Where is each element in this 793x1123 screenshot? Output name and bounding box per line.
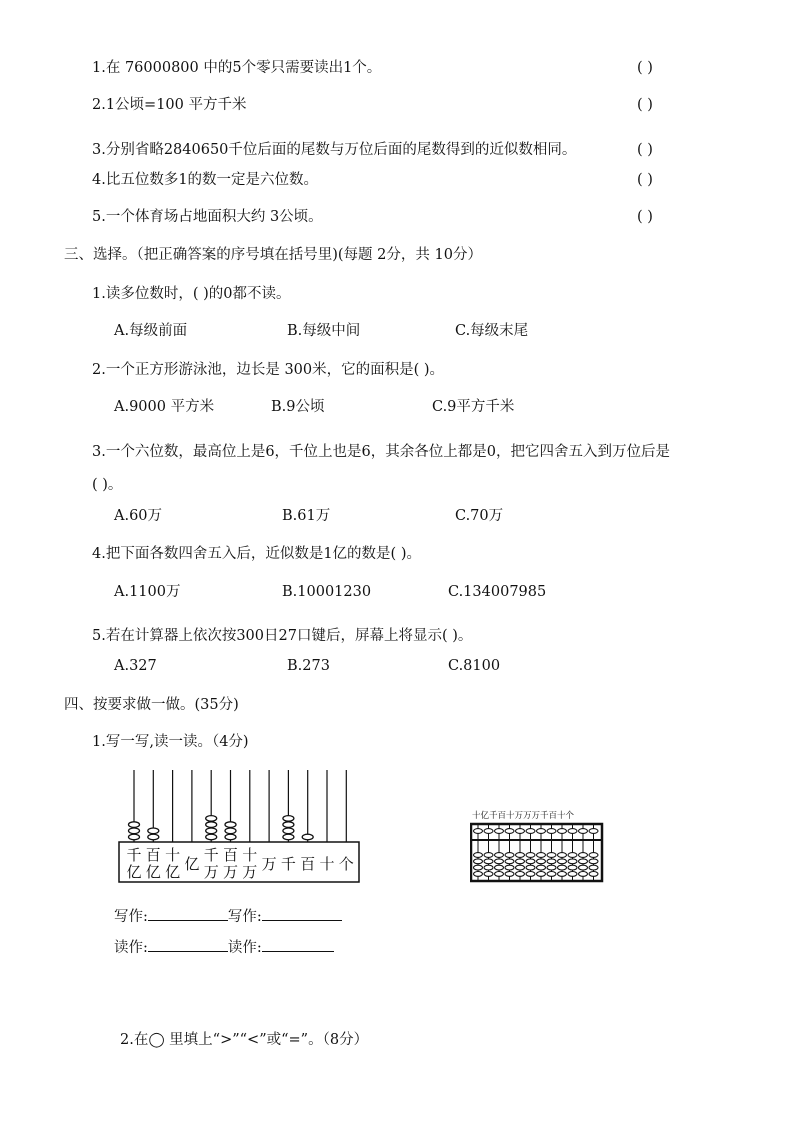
abacus-small-bead (589, 859, 598, 864)
abacus-large-place-label: 百 (300, 855, 316, 873)
choice-2-option-c[interactable]: C.9平方千米 (432, 399, 515, 415)
abacus-small-bead (589, 829, 598, 834)
choice-4-option-c[interactable]: C.134007985 (448, 584, 547, 600)
abacus-small-bead (568, 829, 577, 834)
abacus-small-bead (484, 829, 493, 834)
read-row (114, 937, 334, 957)
abacus-small-bead (558, 853, 567, 858)
abacus-small-labels: 十亿千百十万万万千百十个 (472, 811, 575, 821)
abacus-small-bead (558, 859, 567, 864)
abacus-small-bead (537, 859, 546, 864)
abacus-small-bead (484, 853, 493, 858)
choice-question-2: 2.一个正方形游泳池，边长是 300米，它的面积是( )。 (92, 362, 445, 378)
abacus-large-bead (225, 834, 236, 840)
abacus-small-bead (568, 853, 577, 858)
abacus-small-bead (537, 872, 546, 877)
choice-question-5: 5.若在计算器上依次按300日27口键后，屏幕上将显示( )。 (92, 628, 473, 644)
judge-item-4: 4.比五位数多1的数一定是六位数。 (92, 172, 319, 188)
judge-answer-paren-5[interactable]: ( ) (637, 209, 653, 225)
write-label-1: 写作: (114, 909, 148, 925)
abacus-small-bead (505, 859, 514, 864)
abacus-large-bead (225, 828, 236, 834)
abacus-small-bead (589, 853, 598, 858)
abacus-small-bead (495, 859, 504, 864)
choice-2-option-b[interactable]: B.9公顷 (271, 399, 325, 415)
abacus-small-bead (474, 853, 483, 858)
abacus-small-bead (579, 829, 588, 834)
abacus-small-bead (589, 872, 598, 877)
abacus-small-bead (474, 859, 483, 864)
choice-3-option-c[interactable]: C.70万 (455, 508, 504, 524)
abacus-large-place-label-sub: 亿 (126, 863, 142, 881)
abacus-large-place-label-sub: 亿 (145, 863, 161, 881)
abacus-large-bead (129, 822, 140, 828)
read-label-2: 读作: (227, 940, 262, 956)
abacus-small-bead (516, 865, 525, 870)
abacus-small-bead (484, 859, 493, 864)
abacus-small-bead (547, 872, 556, 877)
abacus-small-bead (474, 829, 483, 834)
abacus-small-bead (579, 872, 588, 877)
abacus-small-bead (505, 829, 514, 834)
write-answer-blank-1[interactable] (148, 906, 228, 921)
abacus-small-bead (505, 853, 514, 858)
choice-5-option-c[interactable]: C.8100 (448, 658, 501, 674)
choice-3-option-a[interactable]: A.60万 (114, 508, 163, 524)
section-4-question-1: 1.写一写,读一读。（4分) (92, 734, 249, 750)
abacus-small-bead (474, 872, 483, 877)
judge-item-3: 3.分别省略2840650千位后面的尾数与万位后面的尾数得到的近似数相同。 (92, 142, 577, 158)
abacus-large-place-label: 万 (261, 855, 277, 873)
abacus-large-place-label: 十 (319, 855, 335, 873)
abacus-small-bead (516, 859, 525, 864)
abacus-large-place-label-sub: 万 (203, 863, 219, 881)
judge-item-2: 2.1公顷=100 平方千米 (92, 97, 247, 113)
write-label-2: 写作: (227, 909, 262, 925)
abacus-small-bead (568, 859, 577, 864)
read-label-1: 读作: (114, 940, 148, 956)
abacus-small-bead (526, 859, 535, 864)
abacus-small-bead (516, 872, 525, 877)
abacus-small-bead (558, 829, 567, 834)
abacus-large-bead (206, 822, 217, 828)
abacus-large-bead (148, 834, 159, 840)
abacus-large-bead (283, 816, 294, 822)
choice-2-option-a[interactable]: A.9000 平方米 (114, 399, 215, 415)
write-row (114, 906, 342, 926)
choice-1-option-b[interactable]: B.每级中间 (287, 323, 361, 339)
abacus-large-bead (302, 834, 313, 840)
choice-question-1: 1.读多位数时，( )的0都不读。 (92, 286, 291, 302)
abacus-small-bead (579, 859, 588, 864)
judge-answer-paren-1[interactable]: ( ) (637, 60, 653, 76)
abacus-large-bead (129, 828, 140, 834)
abacus-small-bead (495, 872, 504, 877)
choice-question-3-paren: ( )。 (92, 477, 123, 493)
abacus-large-place-label-sub: 亿 (165, 863, 181, 881)
abacus-large-bead (206, 816, 217, 822)
abacus-large-place-label: 亿 (184, 855, 200, 873)
write-answer-blank-2[interactable] (262, 906, 342, 921)
section-4-title: 四、按要求做一做。(35分) (64, 697, 239, 713)
judge-answer-paren-3[interactable]: ( ) (637, 142, 653, 158)
abacus-large-bead (148, 828, 159, 834)
choice-3-option-b[interactable]: B.61万 (282, 508, 331, 524)
abacus-small-bead (505, 872, 514, 877)
abacus-small-bead (558, 865, 567, 870)
judge-item-1: 1.在 76000800 中的5个零只需要读出1个。 (92, 60, 382, 76)
abacus-large-bead (283, 822, 294, 828)
judge-answer-paren-2[interactable]: ( ) (637, 97, 653, 113)
abacus-large-place-label: 百 (222, 846, 239, 864)
abacus-small-bead (484, 872, 493, 877)
abacus-small-bead (516, 829, 525, 834)
abacus-small-bead (547, 859, 556, 864)
abacus-small-bead (579, 865, 588, 870)
abacus-large-place-label: 千 (126, 846, 142, 864)
abacus-small-bead (526, 865, 535, 870)
abacus-small-bead (495, 865, 504, 870)
abacus-small-bead (547, 865, 556, 870)
abacus-small-bead (526, 829, 535, 834)
abacus-small-bead (547, 853, 556, 858)
choice-1-option-a[interactable]: A.每级前面 (114, 323, 188, 339)
abacus-large-bead (225, 822, 236, 828)
abacus-small-bead (579, 853, 588, 858)
abacus-large-place-label: 百 (145, 846, 161, 864)
abacus-large-bead (206, 828, 217, 834)
abacus-small-bead (537, 865, 546, 870)
abacus-small (470, 800, 604, 884)
abacus-small-bead (516, 853, 525, 858)
section-3-title: 三、选择。（把正确答案的序号填在括号里)(每题 2分，共 10分） (64, 247, 482, 263)
abacus-large-bead (283, 828, 294, 834)
abacus-small-bead (526, 872, 535, 877)
choice-4-option-a[interactable]: A.1100万 (114, 584, 181, 600)
judge-item-5: 5.一个体育场占地面积大约 3公顷。 (92, 209, 323, 225)
abacus-small-bead (547, 829, 556, 834)
section-4-question-2: 2.在◯ 里填上“>”“<”或“=”。（8分） (120, 1032, 369, 1048)
abacus-large-place-label: 十 (165, 846, 181, 864)
abacus-large-place-label-sub: 万 (242, 863, 258, 881)
abacus-small-bead (505, 865, 514, 870)
abacus-large-bead (129, 834, 140, 840)
read-answer-blank-1[interactable] (148, 937, 228, 952)
abacus-large-place-label: 十 (242, 846, 258, 864)
abacus-small-bead (537, 853, 546, 858)
abacus-large-bead (206, 834, 217, 840)
choice-5-option-a[interactable]: A.327 (114, 658, 157, 674)
abacus-small-bead (495, 829, 504, 834)
abacus-small-bead (558, 872, 567, 877)
abacus-large-bead (283, 834, 294, 840)
choice-5-option-b[interactable]: B.273 (287, 658, 330, 674)
abacus-small-bead (526, 853, 535, 858)
choice-question-4: 4.把下面各数四舍五入后，近似数是1亿的数是( )。 (92, 546, 421, 562)
abacus-small-bead (495, 853, 504, 858)
abacus-large-place-label: 千 (280, 855, 296, 873)
abacus-large-place-label: 千 (203, 846, 219, 864)
choice-4-option-b[interactable]: B.10001230 (282, 584, 372, 600)
abacus-small-bead (568, 865, 577, 870)
abacus-large-place-label-sub: 万 (222, 863, 239, 881)
abacus-small-bead (568, 872, 577, 877)
abacus-small-bead (484, 865, 493, 870)
abacus-small-bead (589, 865, 598, 870)
choice-question-3: 3.一个六位数，最高位上是6，千位上也是6，其余各位上都是0，把它四舍五入到万位后是 (92, 444, 671, 460)
abacus-large-place-label: 个 (338, 855, 354, 873)
judge-answer-paren-4[interactable]: ( ) (637, 172, 653, 188)
choice-1-option-c[interactable]: C.每级末尾 (455, 323, 529, 339)
abacus-small-bead (474, 865, 483, 870)
read-answer-blank-2[interactable] (262, 937, 334, 952)
abacus-large (117, 770, 363, 890)
abacus-small-bead (537, 829, 546, 834)
